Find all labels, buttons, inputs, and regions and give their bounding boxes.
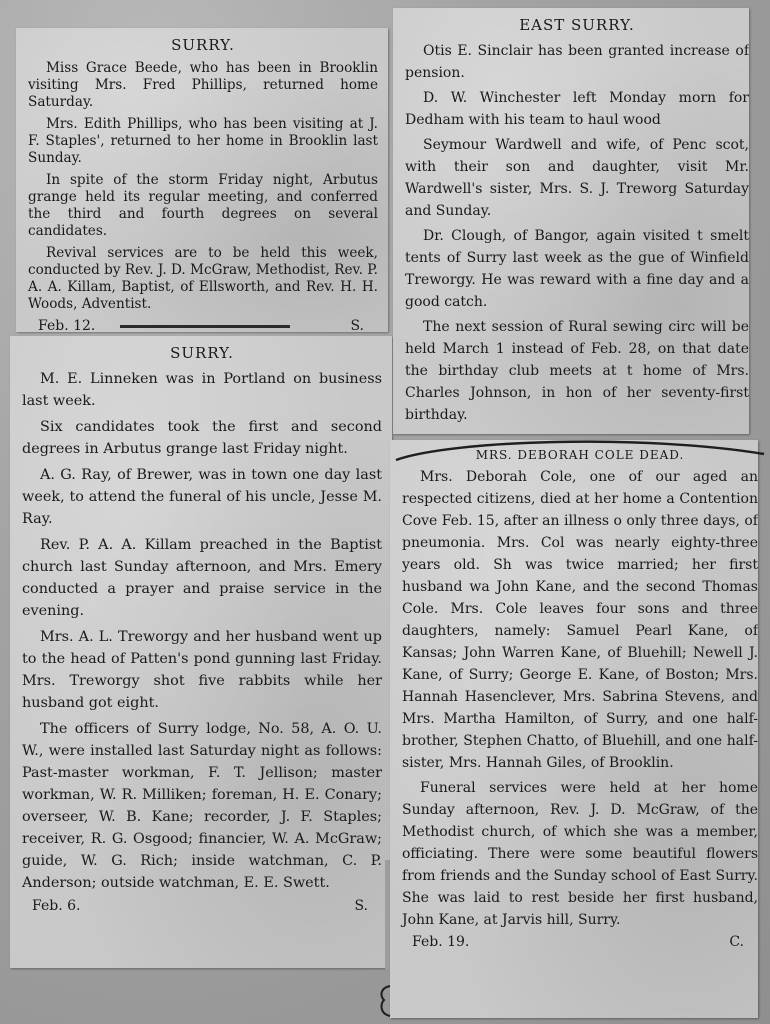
date-label: Feb. 19. — [412, 934, 470, 950]
clipping-obituary-deborah-cole — [390, 440, 758, 1018]
correspondent-signature: S. — [350, 318, 364, 332]
news-item: Revival services are to be held this week, conducted by Rev. J. D. McGraw, Methodist, Rev. P. A. A. Killam, Baptist, of Ellsworth, and Rev. H. H. Woods, Adventist. — [28, 245, 378, 312]
correspondent-signature: C. — [729, 934, 744, 950]
clipping-east-surry — [393, 8, 749, 434]
date-label: Feb. 6. — [32, 898, 81, 914]
news-item: In spite of the storm Friday night, Arbutus grange held its regular meeting, and conferred the third and fourth degrees on several candidates. — [28, 172, 378, 239]
clipping-heading: MRS. DEBORAH COLE DEAD. — [475, 448, 685, 462]
ink-bracket-mark — [376, 984, 396, 1018]
news-item: Dr. Clough, of Bangor, again visited t smelt tents of Surry last week as the gue of Winfield Treworgy. He was reward with a fine day and a good catch. — [405, 228, 749, 310]
clipping-heading: SURRY. — [170, 344, 234, 362]
correspondent-signature: S. — [354, 898, 368, 914]
news-item: The next session of Rural sewing circ will be held March 1 instead of Feb. 28, on that date the birthday club meets at t home of Mrs. Charles Johnson, in hon of her seventy-first birthday. — [405, 319, 749, 423]
ink-underline-mark — [392, 436, 770, 466]
news-item: Otis E. Sinclair has been granted increase of pension. — [405, 43, 749, 81]
dateline — [402, 934, 758, 950]
news-item: Seymour Wardwell and wife, of Penc scot, with their son and daughter, visit Mr. Wardwell's sister, Mrs. S. J. Treworg Saturday and Sunday. — [405, 137, 749, 219]
news-item: Funeral services were held at her home Sunday afternoon, Rev. J. D. McGraw, of the Methodist church, of which she was a member, officiating. There were some beautiful flowers from friends and the Sunday school of East Surry. She was laid to rest beside her first husband, John Kane, at Jarvis hill, Surry. — [402, 780, 758, 928]
clipping-heading: EAST SURRY. — [519, 16, 635, 34]
clipping-surry-feb-12 — [16, 28, 388, 332]
news-item: Mrs. A. L. Treworgy and her husband went up to the head of Patten's pond gunning last Friday. Mrs. Treworgy shot five rabbits while her husband got eight. — [22, 629, 382, 711]
clipping-heading: SURRY. — [171, 36, 235, 54]
dateline — [22, 898, 382, 914]
news-item: M. E. Linneken was in Portland on business last week. — [22, 371, 382, 409]
column-rule — [120, 325, 290, 328]
date-label: Feb. 12. — [38, 318, 96, 332]
news-item: Miss Grace Beede, who has been in Brooklin visiting Mrs. Fred Phillips, returned home Saturday. — [28, 60, 378, 110]
news-item: The officers of Surry lodge, No. 58, A. O. U. W., were installed last Saturday night as follows: Past-master workman, F. T. Jellison; master workman, W. R. Milliken; foreman, H. E. Conary; overseer, W. B. Kane; recorder, J. F. Staples; receiver, R. G. Osgood; financier, W. A. McGraw; guide, W. G. Rich; inside watchman, C. P. Anderson; outside watchman, E. E. Swett. — [22, 721, 382, 891]
news-item: Six candidates took the first and second degrees in Arbutus grange last Friday night. — [22, 419, 382, 457]
news-item: A. G. Ray, of Brewer, was in town one day last week, to attend the funeral of his uncle, Jesse M. Ray. — [22, 467, 382, 527]
news-item: D. W. Winchester left Monday morn for Dedham with his team to haul wood — [405, 90, 749, 128]
news-item: Mrs. Edith Phillips, who has been visiting at J. F. Staples', returned to her home in Brooklin last Sunday. — [28, 116, 378, 166]
news-item: Mrs. Deborah Cole, one of our aged an respected citizens, died at her home a Contention Cove Feb. 15, after an illness o only three days, of pneumonia. Mrs. Col was nearly eighty-three years old. Sh was twice married; her first husband wa John Kane, and the second Thomas Cole. Mrs. Cole leaves four sons and three daughters, namely: Samuel Pearl Kane, of Kansas; John Warren Kane, of Bluehill; Newell J. Kane, of Surry; George E. Kane, of Boston; Mrs. Hannah Hasenclever, Mrs. Sabrina Stevens, and Mrs. Martha Hamilton, of Surry, and one half-brother, Stephen Chatto, of Bluehill, and one half-sister, Mrs. Hannah Giles, of Brooklin. — [402, 469, 758, 771]
clipping-surry-feb-6 — [10, 336, 392, 968]
news-item: Rev. P. A. A. Killam preached in the Baptist church last Sunday afternoon, and Mrs. Emery conducted a prayer and praise service in the evening. — [22, 537, 382, 619]
